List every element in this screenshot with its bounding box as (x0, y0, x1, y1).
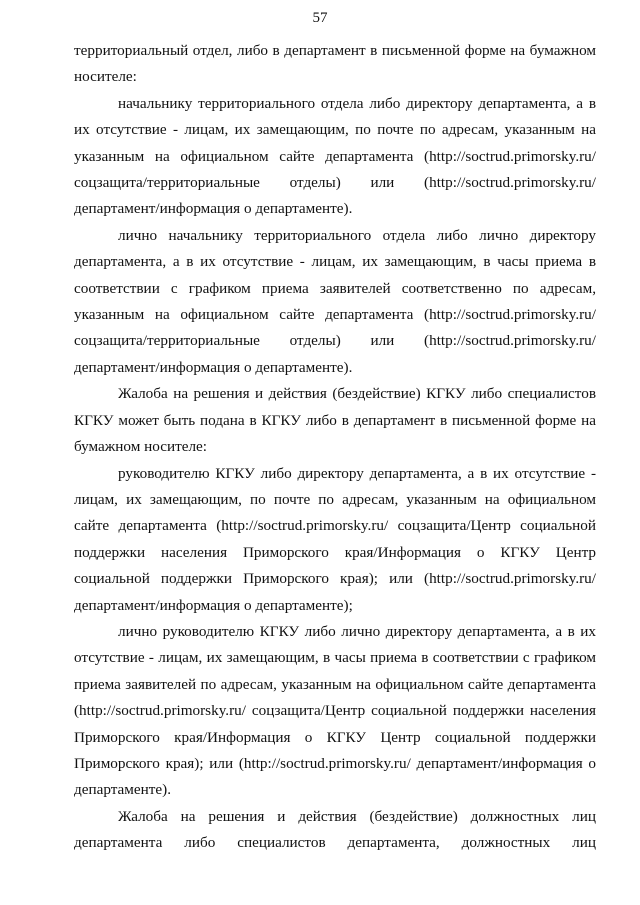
paragraph-complaint-kgku: Жалоба на решения и действия (бездействие) КГКУ либо специалистов КГКУ может быть подана в КГКУ либо в департамент в письменной форме на бумажном носителе: (74, 385, 596, 456)
paragraph-continuation: территориальный отдел, либо в департамент в письменной форме на бумажном носителе: (74, 42, 596, 86)
page-number: 57 (312, 10, 328, 26)
document-body (74, 38, 596, 857)
paragraph-mail-kgku: руководителю КГКУ либо директору департамента, а в их отсутствие - лицам, их замещающим, по почте по адресам, указанным на официальном сайте департамента (http://soctrud.primorsky.ru/ соцзащита/Центр социальной поддержки населения Приморского края/Информация о КГКУ Центр социальной поддержки Приморского края); или (http://soctrud.primorsky.ru/ департамент/информация о департаменте); (74, 464, 596, 614)
paragraph-mail-territorial-office: начальнику территориального отдела либо директору департамента, а в их отсутствие - лицам, их замещающим, по почте по адресам, указанным на указанным на официальном сайте департамента (http://soctrud.primorsky.ru/ соцзащита/территориальные отделы) или (http://soctrud.primorsky.ru/ департамент/информация о департаменте). (74, 94, 596, 218)
paragraph-in-person-territorial-office: лично начальнику территориального отдела либо лично директору департамента, а в их отсутствие - лицам, их замещающим, в часы приема в соответствии с графиком приема заявителей соответственно по адресам, указанным на официальном сайте департамента (http://soctrud.primorsky.ru/ соцзащита/территориальные отделы) или (http://soctrud.primorsky.ru/ департамент/информация о департаменте). (74, 226, 596, 376)
paragraph-in-person-kgku: лично руководителю КГКУ либо лично директору департамента, а в их отсутствие - лицам, их замещающим, в часы приема в соответствии с графиком приема заявителей по адресам, указанным на официальном сайте департамента (http://soctrud.primorsky.ru/ соцзащита/Центр социальной поддержки населения Приморского края/Информация о КГКУ Центр социальной поддержки Приморского края); или (http://soctrud.primorsky.ru/ департамент/информация о департаменте). (74, 622, 596, 799)
paragraph-complaint-officials: Жалоба на решения и действия (бездействие) должностных лиц департамента либо специалистов департамента, должностных лиц (74, 807, 596, 852)
